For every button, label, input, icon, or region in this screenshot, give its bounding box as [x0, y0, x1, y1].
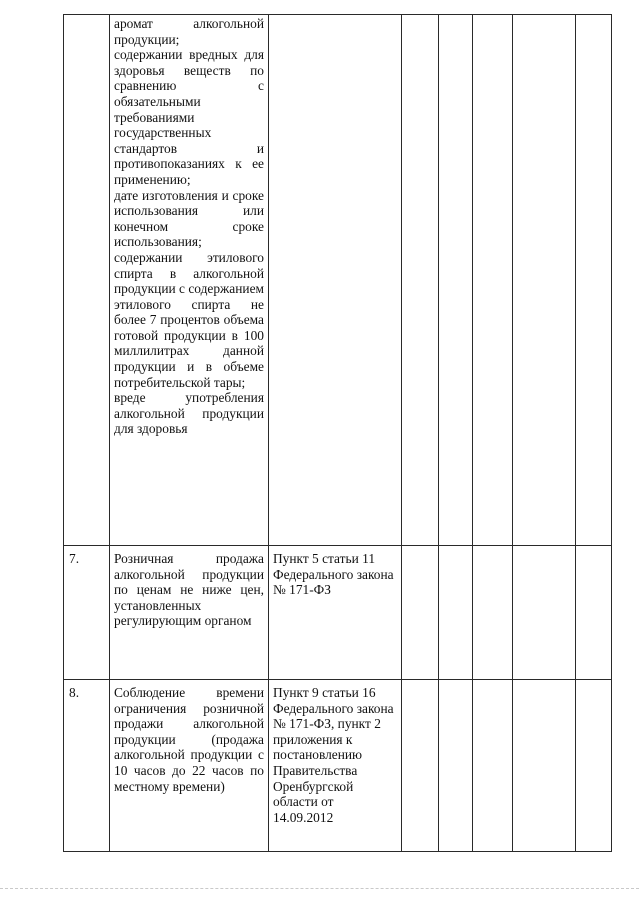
answer-cell-extra: [576, 546, 612, 680]
answer-cell-extra: [576, 15, 612, 546]
answer-cell-note: [513, 546, 576, 680]
answer-cell-yes: [402, 15, 439, 546]
requirement-description: [110, 15, 269, 546]
answer-cell-na: [473, 546, 513, 680]
requirements-table: [63, 14, 612, 852]
legal-basis: [269, 15, 402, 546]
answer-cell-no: [439, 15, 473, 546]
table-row: [64, 680, 612, 852]
answer-cell-note: [513, 15, 576, 546]
page-bottom-divider: [0, 888, 639, 889]
paragraph-line: содержании этилового спирта в алкогольной продукции с содержанием этилового спирта не более 7 процентов объема готовой продукции в 100 миллилитрах данной продукции и в объеме потребительской тары;: [114, 249, 264, 390]
paragraph-line: содержании вредных для здоровья веществ по сравнению с обязательными требованиями государственных стандартов и противопоказаниях к ее применению;: [114, 47, 264, 187]
legal-basis: Пункт 5 статьи 11 Федерального закона № 171-ФЗ: [269, 546, 402, 680]
paragraph-line: Розничная продажа алкогольной продукции по ценам не ниже цен, установленных регулирующим органом: [114, 551, 264, 629]
paragraph-line: Соблюдение времени ограничения розничной продажи алкогольной продукции (продажа алкогольной продукции с 10 часов до 22 часов по местному времени): [114, 685, 264, 794]
answer-cell-na: [473, 15, 513, 546]
paragraph-line: аромат алкогольной продукции;: [114, 16, 264, 47]
row-number: 8.: [64, 680, 110, 852]
answer-cell-na: [473, 680, 513, 852]
paragraph-line: вреде употребления алкогольной продукции для здоровья: [114, 390, 264, 437]
table-row: [64, 15, 612, 546]
answer-cell-yes: [402, 680, 439, 852]
legal-basis: Пункт 9 статьи 16 Федерального закона № 171-ФЗ, пункт 2 приложения к постановлению Правительства Оренбургской области от 14.09.2012: [269, 680, 402, 852]
answer-cell-yes: [402, 546, 439, 680]
row-number: 7.: [64, 546, 110, 680]
answer-cell-no: [439, 680, 473, 852]
row-number: [64, 15, 110, 546]
paragraph-line: дате изготовления и сроке использования или конечном сроке использования;: [114, 187, 264, 250]
answer-cell-extra: [576, 680, 612, 852]
table-row: [64, 546, 612, 680]
answer-cell-note: [513, 680, 576, 852]
answer-cell-no: [439, 546, 473, 680]
requirement-description: [110, 680, 269, 852]
requirement-description: [110, 546, 269, 680]
